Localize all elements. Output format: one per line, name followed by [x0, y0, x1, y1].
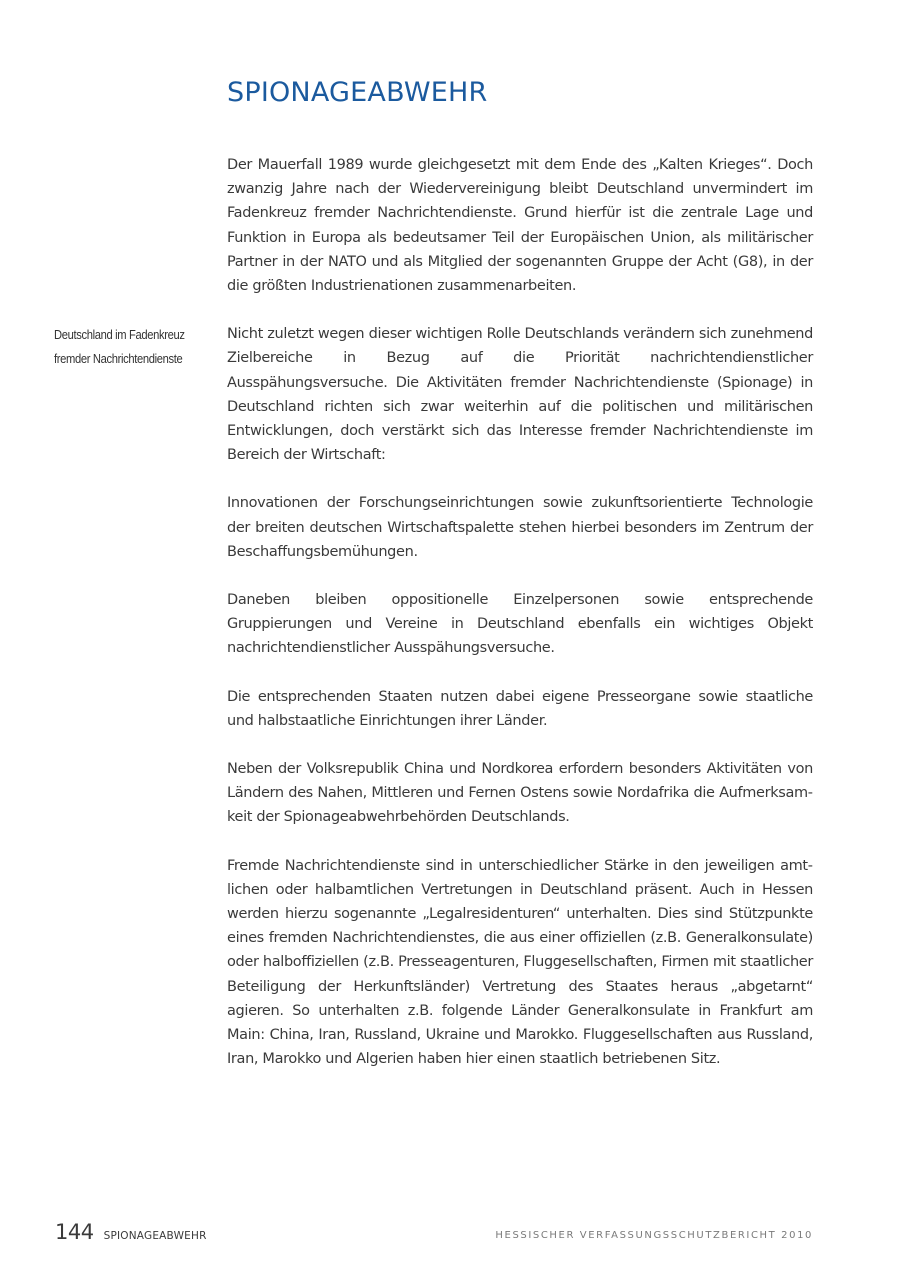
body-paragraph-5: Neben der Volksrepublik China und Nordkorea erfordern besonders Aktivitäten von Ländern des Nahen, Mittleren und Fernen Ostens sowie Nordafrika die Aufmerksamkeit der Spionageabwehrbehörden Deutschlands. [227, 761, 813, 826]
margin-note-line-1: Deutschland im Fadenkreuz [54, 327, 185, 343]
body-paragraph-1: Nicht zuletzt wegen dieser wichtigen Rolle Deutschlands verändern sich zunehmend Zielbereiche in Bezug auf die Priorität nachrichtendienstlicher Ausspähungsversuche. Die Aktivitäten fremder Nachrichtendienste (Spionage) in Deutschland richten sich zwar weiterhin auf die politischen und militärischen Entwicklungen, doch verstärkt sich das Interesse fremder Nachrichtendienste im Bereich der Wirtschaft: [227, 326, 813, 464]
intro-paragraph: Der Mauerfall 1989 wurde gleichgesetzt mit dem Ende des „Kalten Krieges“. Doch zwanzig Jahre nach der Wiedervereinigung bleibt Deutschland unvermindert im Fadenkreuz fremder Nachrichtendienste. Grund hierfür ist die zentrale Lage und Funktion in Europa als bedeutsamer Teil der Europäischen Union, als militärischer Partner in der NATO und als Mitglied der sogenannten Gruppe der Acht (G8), in der die größten Industrienationen zusammenarbeiten. [227, 157, 813, 295]
footer-left [55, 1220, 207, 1244]
page-number: 144 [55, 1220, 94, 1244]
footer-publication-title: HESSISCHER VERFASSUNGSSCHUTZBERICHT 2010 [495, 1230, 813, 1241]
body-paragraph-2: Innovationen der Forschungseinrichtungen sowie zukunftsorientierte Technologie der breiten deutschen Wirtschaftspalette stehen hierbei besonders im Zentrum der Beschaffungsbemühungen. [227, 495, 813, 560]
main-content [54, 153, 813, 1096]
body-paragraph-4: Die entsprechenden Staaten nutzen dabei eigene Presseorgane sowie staatliche und halbstaatliche Einrichtungen ihrer Länder. [227, 688, 813, 729]
body-paragraph-3: Daneben bleiben oppositionelle Einzelpersonen sowie entsprechende Gruppierungen und Vereine in Deutschland ebenfalls ein wichtiges Objekt nachrichtendienstlicher Ausspähungsversuche. [227, 592, 813, 657]
margin-note-line-2: fremder Nachrichtendienste [54, 351, 183, 367]
footer-section-label: SPIONAGEABWEHR [103, 1230, 207, 1242]
body-paragraph-6: Fremde Nachrichtendienste sind in unterschiedlicher Stärke in den jeweiligen amtlichen oder halbamtlichen Vertretungen in Deutschland präsent. Auch in Hessen werden hierzu sogenannte „Legalresidenturen“ unterhalten. Dies sind Stützpunkte eines fremden Nachrichtendienstes, die aus einer offiziellen (z.B. Generalkonsulate) oder halboffiziellen (z.B. Presseagenturen, Fluggesellschaften, Firmen mit staatlicher Beteiligung der Herkunftsländer) Vertretung des Staates heraus „abgetarnt“ agieren. So unterhalten z.B. folgende Länder Generalkonsulate in Frankfurt am Main: China, Iran, Russland, Ukraine und Marokko. Fluggesellschaften aus Russland, Iran, Marokko und Algerien haben hier einen staatlich betriebenen Sitz. [227, 857, 813, 1068]
section-fadenkreuz [54, 322, 813, 1071]
page-title: SPIONAGEABWEHR [227, 77, 488, 108]
margin-note [54, 323, 196, 371]
